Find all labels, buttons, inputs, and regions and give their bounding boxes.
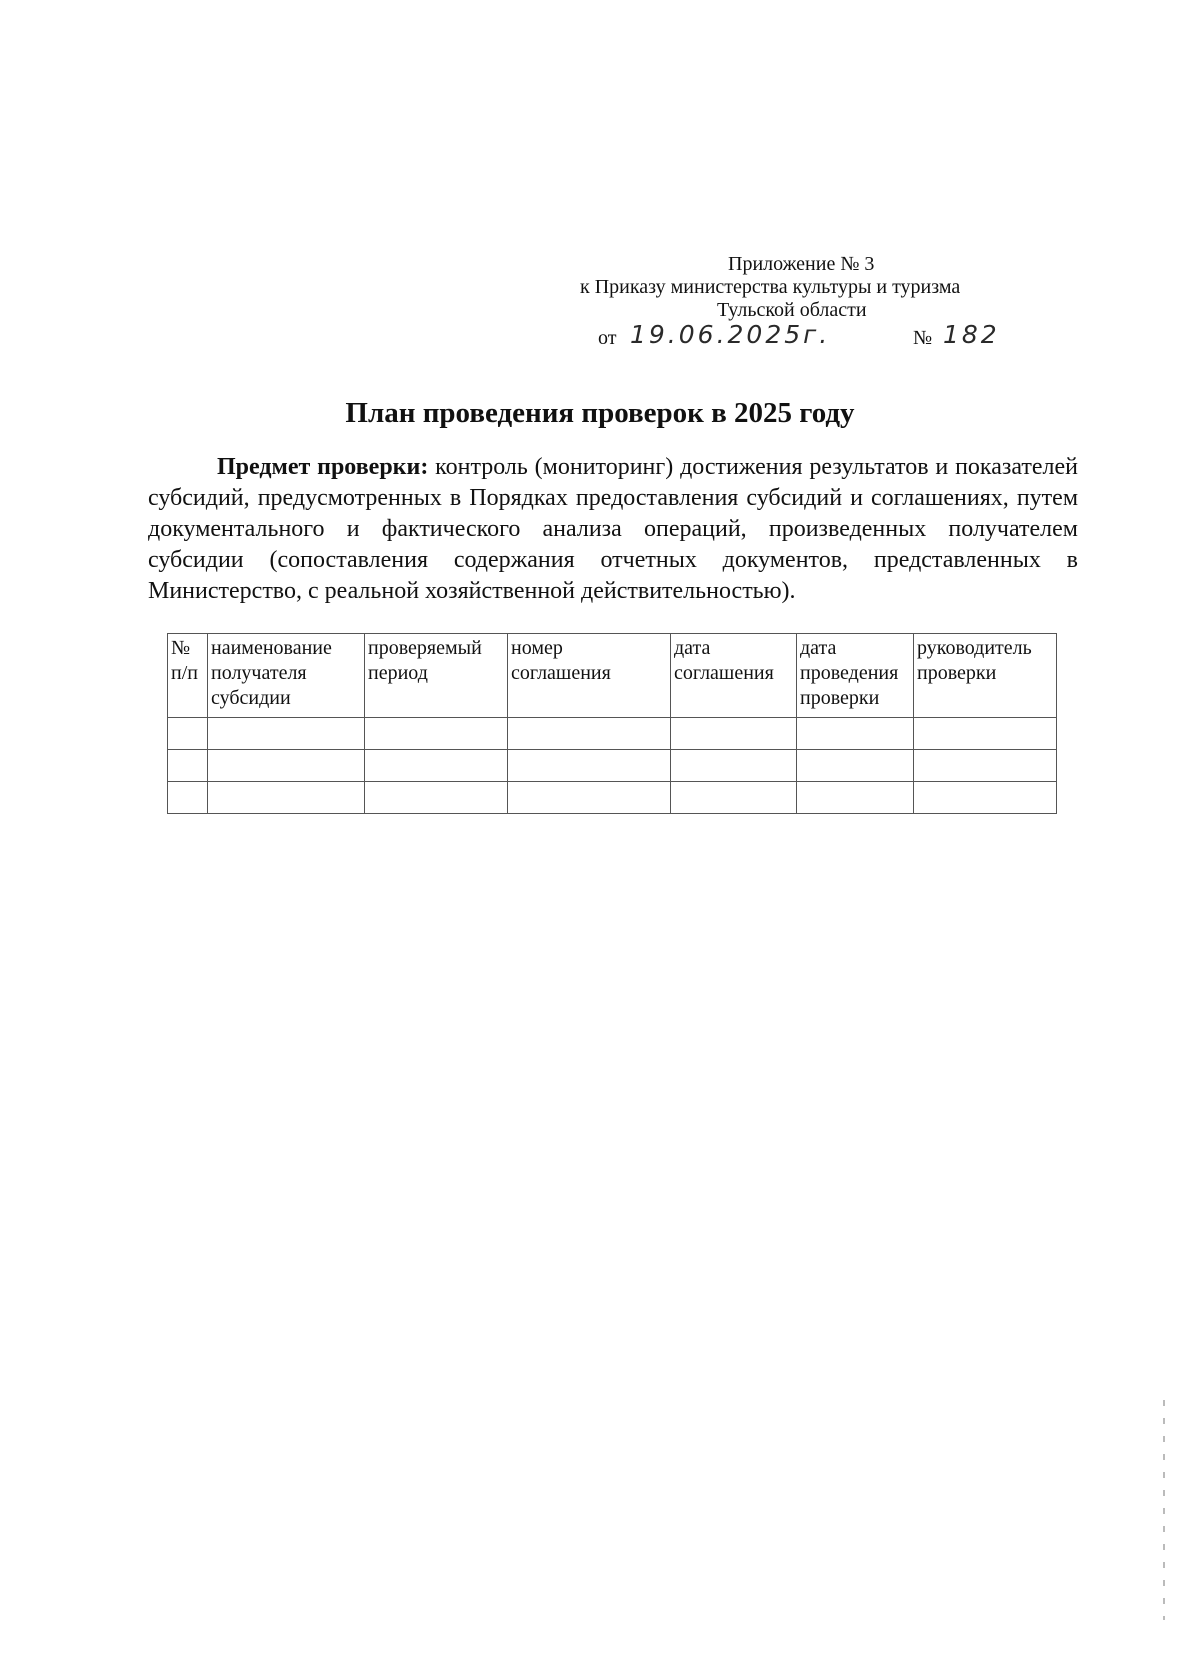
- scan-margin-marks: [1163, 1400, 1165, 1620]
- appendix-order-ref: к Приказу министерства культуры и туризма: [580, 276, 961, 298]
- col-header-number: № п/п: [168, 634, 208, 718]
- handwritten-number: 182: [943, 320, 1000, 349]
- table-cell: [168, 750, 208, 782]
- col-header-agreement-date: дата соглашения: [671, 634, 797, 718]
- table-cell: [797, 782, 914, 814]
- table-cell: [671, 782, 797, 814]
- table-cell: [508, 718, 671, 750]
- table-cell: [365, 782, 508, 814]
- table-cell: [365, 718, 508, 750]
- appendix-number: Приложение № 3: [728, 253, 875, 275]
- col-header-inspection-date: дата проведения проверки: [797, 634, 914, 718]
- table-cell: [208, 750, 365, 782]
- table-cell: [168, 718, 208, 750]
- col-header-agreement-number: номер соглашения: [508, 634, 671, 718]
- table-cell: [914, 718, 1057, 750]
- subject-lead: Предмет проверки:: [217, 454, 429, 480]
- handwritten-date: 19.06.2025г.: [630, 320, 831, 349]
- table-cell: [671, 750, 797, 782]
- document-title: План проведения проверок в 2025 году: [345, 397, 855, 429]
- table-cell: [168, 782, 208, 814]
- table-cell: [365, 750, 508, 782]
- table-cell: [797, 718, 914, 750]
- table-row: [168, 718, 1057, 750]
- table-cell: [914, 782, 1057, 814]
- col-header-recipient: наименование получателя субсидии: [208, 634, 365, 718]
- inspection-plan-table: [167, 633, 1057, 814]
- appendix-region: Тульской области: [717, 299, 867, 321]
- table-cell: [208, 782, 365, 814]
- table-cell: [508, 750, 671, 782]
- table-row: [168, 750, 1057, 782]
- col-header-period: проверяемый период: [365, 634, 508, 718]
- table-header-row: [168, 634, 1057, 718]
- table-cell: [914, 750, 1057, 782]
- inspection-subject-paragraph: [148, 452, 1078, 607]
- number-prefix: №: [913, 327, 933, 349]
- subject-text: контроль (мониторинг) достижения результатов и показателей субсидий, предусмотренных в Порядках предоставления субсидий и соглашениях, путем документального и фактического анализа операций, произведенных получателем субсидии (сопоставления содержания отчетных документов, представленных в Министерство, с реальной хозяйственной действительностью).: [148, 454, 1078, 604]
- col-header-inspection-lead: руководитель проверки: [914, 634, 1057, 718]
- table-cell: [671, 718, 797, 750]
- table-cell: [508, 782, 671, 814]
- date-prefix: от: [598, 327, 617, 349]
- table-cell: [797, 750, 914, 782]
- table-row: [168, 782, 1057, 814]
- table-cell: [208, 718, 365, 750]
